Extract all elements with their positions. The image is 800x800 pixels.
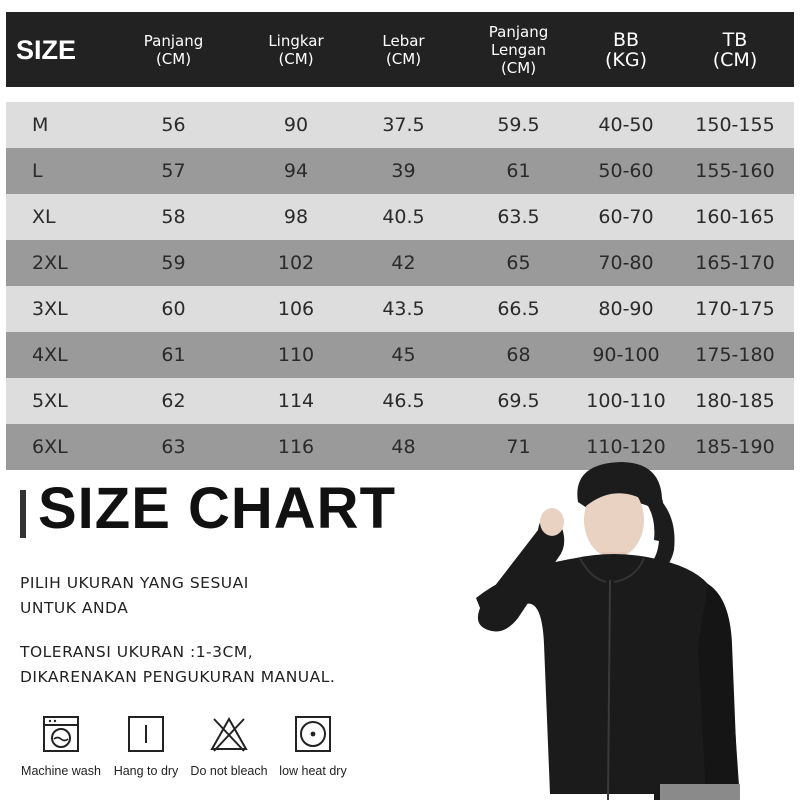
cell-panjang: 56 (101, 102, 246, 148)
cell-lingkar: 102 (246, 240, 346, 286)
care-label: Do not bleach (190, 764, 268, 778)
header-lingkar: Lingkar (CM) (246, 12, 346, 87)
low-heat-dry-icon (293, 714, 333, 754)
cell-size: 5XL (6, 378, 101, 424)
cell-panjang: 61 (101, 332, 246, 378)
cell-panjang-lengan: 63.5 (461, 194, 576, 240)
cell-size: 3XL (6, 286, 101, 332)
cell-size: 2XL (6, 240, 101, 286)
cell-size: 6XL (6, 424, 101, 470)
table-row (6, 378, 794, 424)
table-spacer (6, 87, 794, 102)
header-size: SIZE (6, 12, 101, 87)
table-row (6, 332, 794, 378)
cell-panjang-lengan: 65 (461, 240, 576, 286)
cell-bb: 80-90 (576, 286, 676, 332)
model-illustration (476, 462, 740, 800)
header-lebar: Lebar (CM) (346, 12, 461, 87)
size-chart-title: SIZE CHART (38, 476, 396, 541)
cell-panjang-lengan: 69.5 (461, 378, 576, 424)
cell-tb: 185-190 (676, 424, 794, 470)
cell-bb: 60-70 (576, 194, 676, 240)
cell-tb: 155-160 (676, 148, 794, 194)
cell-bb: 100-110 (576, 378, 676, 424)
cell-panjang: 59 (101, 240, 246, 286)
table-row (6, 148, 794, 194)
cell-lebar: 46.5 (346, 378, 461, 424)
title-accent-bar (20, 490, 26, 538)
cell-panjang-lengan: 66.5 (461, 286, 576, 332)
cell-bb: 90-100 (576, 332, 676, 378)
cell-size: L (6, 148, 101, 194)
cell-panjang-lengan: 61 (461, 148, 576, 194)
cell-lebar: 42 (346, 240, 461, 286)
header-panjang: Panjang (CM) (101, 12, 246, 87)
care-low-heat-dry (258, 714, 368, 778)
cell-tb: 165-170 (676, 240, 794, 286)
hang-to-dry-icon (126, 714, 166, 754)
cell-bb: 50-60 (576, 148, 676, 194)
cell-panjang: 62 (101, 378, 246, 424)
cell-lebar: 48 (346, 424, 461, 470)
cell-tb: 170-175 (676, 286, 794, 332)
header-panjang-lengan: Panjang Lengan (CM) (461, 12, 576, 87)
cell-bb: 40-50 (576, 102, 676, 148)
table-row (6, 194, 794, 240)
cell-panjang: 63 (101, 424, 246, 470)
machine-wash-icon (41, 714, 81, 754)
cell-panjang-lengan: 71 (461, 424, 576, 470)
cell-lingkar: 114 (246, 378, 346, 424)
cell-tb: 180-185 (676, 378, 794, 424)
cell-panjang-lengan: 68 (461, 332, 576, 378)
care-label: low heat dry (279, 764, 347, 778)
cell-size: XL (6, 194, 101, 240)
header-bb: BB (KG) (576, 12, 676, 87)
table-row (6, 102, 794, 148)
cell-panjang: 58 (101, 194, 246, 240)
model-photo (430, 462, 800, 800)
cell-size: 4XL (6, 332, 101, 378)
cell-lingkar: 106 (246, 286, 346, 332)
cell-bb: 70-80 (576, 240, 676, 286)
cell-lingkar: 94 (246, 148, 346, 194)
info-tolerance: TOLERANSI UKURAN :1-3CM, DIKARENAKAN PENGUKURAN MANUAL. (20, 643, 336, 686)
care-label: Hang to dry (113, 764, 179, 778)
cell-tb: 160-165 (676, 194, 794, 240)
table-row (6, 286, 794, 332)
cell-panjang: 60 (101, 286, 246, 332)
cell-lingkar: 116 (246, 424, 346, 470)
cell-tb: 175-180 (676, 332, 794, 378)
size-table (6, 12, 794, 470)
cell-panjang: 57 (101, 148, 246, 194)
cell-lingkar: 110 (246, 332, 346, 378)
cell-tb: 150-155 (676, 102, 794, 148)
table-row (6, 240, 794, 286)
cell-size: M (6, 102, 101, 148)
table-header-row (6, 12, 794, 87)
cell-lebar: 37.5 (346, 102, 461, 148)
cell-lebar: 40.5 (346, 194, 461, 240)
do-not-bleach-icon (209, 714, 249, 754)
cell-lebar: 45 (346, 332, 461, 378)
info-choose-size: PILIH UKURAN YANG SESUAI UNTUK ANDA (20, 574, 249, 617)
care-label: Machine wash (21, 764, 101, 778)
cell-lebar: 43.5 (346, 286, 461, 332)
cell-lingkar: 98 (246, 194, 346, 240)
cell-lingkar: 90 (246, 102, 346, 148)
header-tb: TB (CM) (676, 12, 794, 87)
cell-panjang-lengan: 59.5 (461, 102, 576, 148)
cell-lebar: 39 (346, 148, 461, 194)
cell-bb: 110-120 (576, 424, 676, 470)
